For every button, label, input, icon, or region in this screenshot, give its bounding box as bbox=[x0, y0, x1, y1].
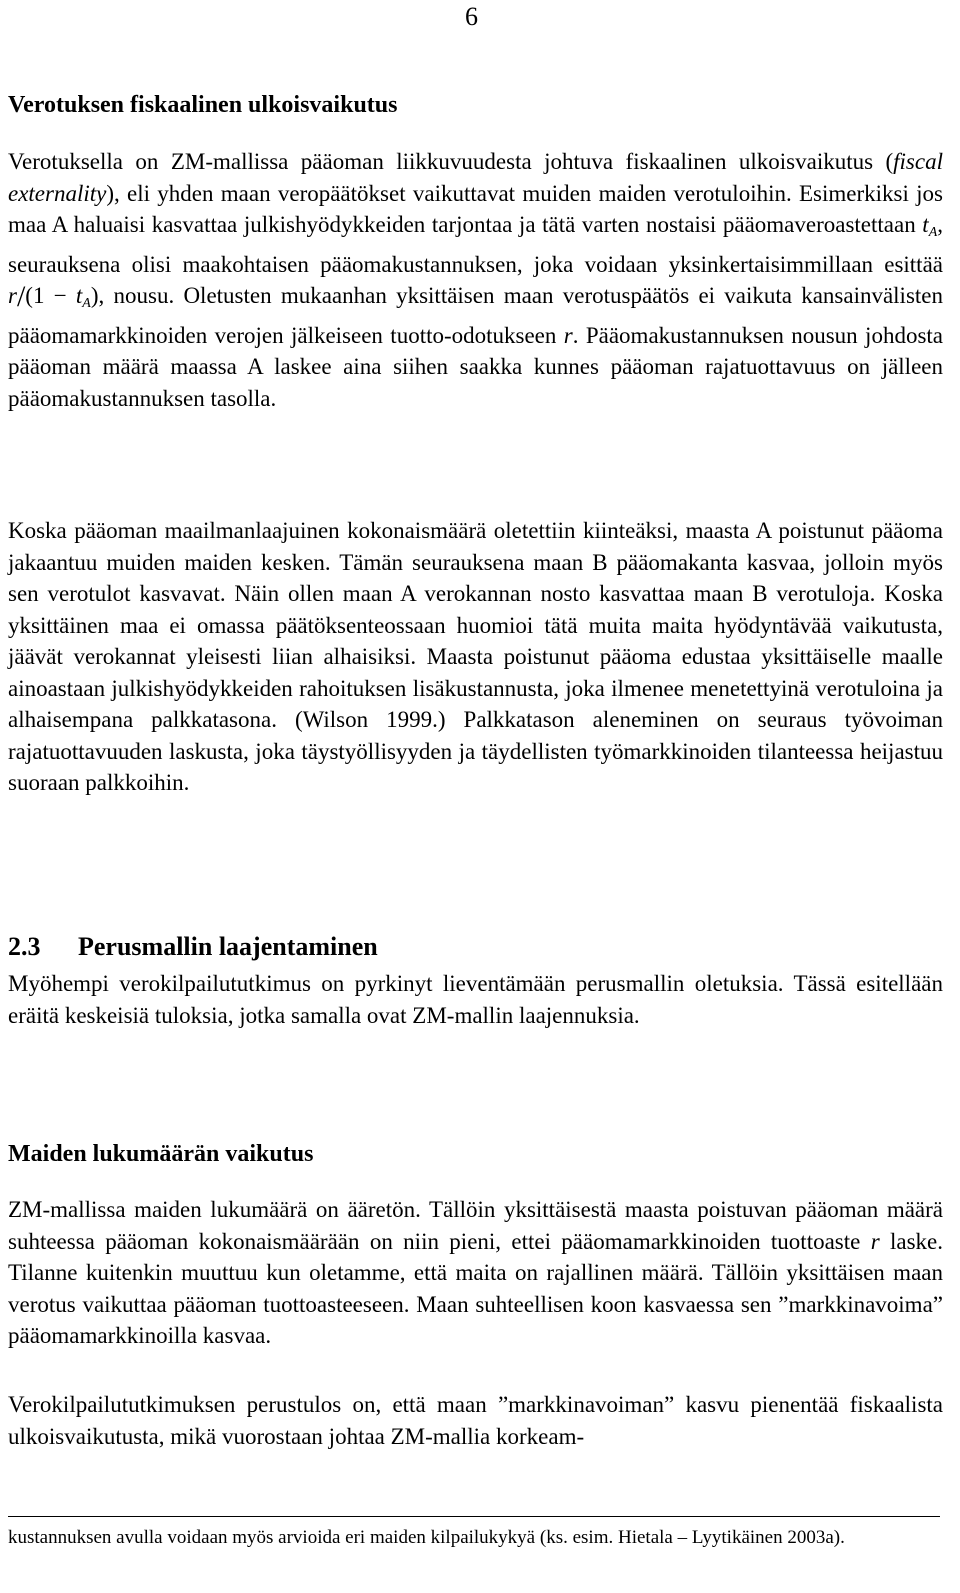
page-number: 6 bbox=[465, 2, 478, 31]
math-tax-rate bbox=[922, 212, 938, 240]
paragraph-country-count bbox=[8, 1194, 943, 1352]
italic-symbol-r: r bbox=[563, 322, 573, 348]
math-capital-cost bbox=[8, 280, 99, 313]
paragraph-fiscal-externality bbox=[8, 146, 943, 414]
section-heading-fiscal-externality: Verotuksen fiskaalinen ulkoisvaikutus bbox=[8, 92, 398, 118]
math-slash: / bbox=[16, 280, 26, 313]
footnote: kustannuksen avulla voidaan myös arvioida eri maiden kilpailukykyä (ks. esim. Hietala – Lyytikäinen 2003a). bbox=[8, 1527, 845, 1548]
text-run: . Pääomakustannuksen nousun johdosta pääoman määrä maassa A laskee aina siihen saakka kunnes pääoman rajatuottavuus on jälleen pääomakustannuksen tasolla. bbox=[8, 322, 943, 411]
text-run: ZM-mallissa maiden lukumäärä on ääretön. Tällöin yksittäisestä maasta poistuvan pääoman määrä suhteessa pääoman kokonaismäärään on niin pieni, ettei pääomamarkkinoiden tuottoaste bbox=[8, 1197, 943, 1254]
section-number: 2.3 bbox=[8, 932, 41, 961]
paragraph-capital-reallocation: Koska pääoman maailmanlaajuinen kokonaismäärä oletettiin kiinteäksi, maasta A poistunut pääoma jakaantuu muiden maiden kesken. Tämän seurauksena maan B pääomakanta kasvaa, jolloin myös sen verotulot kasvavat. Näin ollen maan A verokannan nosto kasvattaa maan B verotuloja. Koska yksittäinen maa ei omassa päätöksenteossaan huomioi tätä muita maita hyödyntävää vaikutusta, jäävät verokannat yleisesti liian alhaisiksi. Maasta poistunut pääoma edustaa yksittäiselle maalle ainoastaan julkishyödykkeiden rahoituksen lisäkustannusta, joka ilmenee menetettyinä verotuloina ja alhaisempana palkkatasona. (Wilson 1999.) Palkkatason aleneminen on seuraus työvoiman rajatuottavuuden laskusta, joka täystyöllisyyden ja täydellisten työmarkkinoiden tilanteessa heijastuu suoraan palkkoihin. bbox=[8, 518, 943, 795]
math-subscript: A bbox=[928, 225, 938, 240]
section-heading-model-extension bbox=[8, 932, 378, 962]
math-symbol-r: r bbox=[8, 283, 17, 308]
text-run: laske. Tilanne kuitenkin muuttuu kun oletamme, että maita on rajallinen määrä. Tällöin yksittäisen maan verotus vaikuttaa pääoman tuottoasteeseen. Maan suhteellisen koon kasvaessa sen ”markkinavoima” pääomamarkkinoilla kasvaa. bbox=[8, 1228, 943, 1348]
paragraph-market-power: Verokilpailututkimuksen perustulos on, että maan ”markkinavoiman” kasvu pienentää fiskaalista ulkoisvaikutusta, mikä vuorostaan johtaa ZM-mallia korkeam- bbox=[8, 1392, 943, 1449]
math-symbol-t: t bbox=[75, 283, 83, 308]
section-heading-country-count: Maiden lukumäärän vaikutus bbox=[8, 1141, 314, 1167]
math-subscript: A bbox=[82, 296, 91, 311]
text-run: ), eli yhden maan veropäätökset vaikuttavat muiden maiden verotuloihin. Esimerkiksi jos maa A haluaisi kasvattaa julkishyödykkeiden tarjontaa ja tätä varten nostaisi pääomaveroastettaan bbox=[8, 180, 943, 237]
text-run: Verotuksella on ZM-mallissa pääoman liikkuvuudesta johtuva fiskaalinen ulkoisvaikutus ( bbox=[8, 149, 894, 174]
math-close: ) bbox=[90, 283, 99, 308]
italic-symbol-r: r bbox=[870, 1228, 880, 1254]
paragraph-model-extension: Myöhempi verokilpailututkimus on pyrkinyt lieventämään perusmallin oletuksia. Tässä esitellään eräitä keskeisiä tuloksia, jotka samalla ovat ZM-mallin laajennuksia. bbox=[8, 971, 943, 1028]
footnote-divider bbox=[8, 1516, 940, 1517]
text-run: , nousu. Oletusten mukaanhan yksittäisen maan verotuspäätös ei vaikuta kansainvälisten pääomamarkkinoiden verojen jälkeiseen tuotto-odotukseen bbox=[8, 283, 943, 348]
section-title: Perusmallin laajentaminen bbox=[78, 932, 378, 961]
italic-term: fiscal externality bbox=[8, 149, 943, 206]
text-run: , seurauksena olisi maakohtaisen pääomakustannuksen, joka voidaan yksinkertaisimmillaan esittää bbox=[8, 212, 943, 277]
math-symbol-t: t bbox=[922, 212, 929, 237]
math-open: (1 − bbox=[25, 283, 76, 308]
